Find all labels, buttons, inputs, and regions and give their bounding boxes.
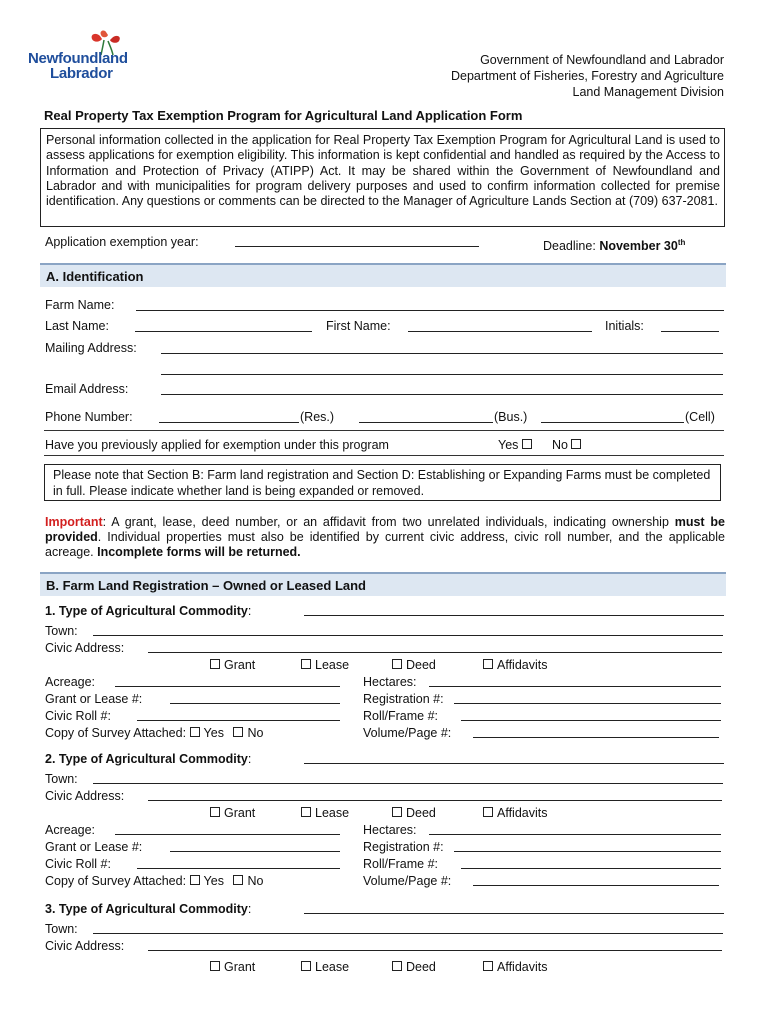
- deadline-date: November 30th: [599, 238, 686, 254]
- commodity-field[interactable]: [304, 615, 724, 616]
- grant-lease-field[interactable]: [170, 703, 340, 704]
- section-b-header: B. Farm Land Registration – Owned or Leased Land: [40, 572, 726, 596]
- grant-checkbox[interactable]: [210, 961, 220, 971]
- affidavits-checkbox[interactable]: [483, 807, 493, 817]
- application-year-label: Application exemption year:: [45, 235, 199, 249]
- lease-checkbox[interactable]: [301, 659, 311, 669]
- grant-option[interactable]: Grant: [210, 960, 255, 975]
- deadline: [543, 235, 685, 254]
- civic-address-label: Civic Address:: [45, 939, 125, 953]
- roll-frame-label: Roll/Frame #:: [363, 857, 439, 871]
- application-year-field[interactable]: [235, 246, 479, 247]
- survey-yes-checkbox[interactable]: [190, 727, 200, 737]
- commodity-heading: 2. Type of Agricultural Commodity:: [45, 752, 252, 766]
- hectares-field[interactable]: [429, 834, 721, 835]
- logo-word-labrador: Labrador: [50, 65, 113, 82]
- commodity-heading: 3. Type of Agricultural Commodity:: [45, 902, 252, 916]
- civic-roll-label: Civic Roll #:: [45, 709, 111, 723]
- logo-word-newfoundland: Newfoundland: [28, 50, 128, 67]
- town-field[interactable]: [93, 783, 723, 784]
- hectares-label: Hectares:: [363, 823, 417, 837]
- phone-number-label: Phone Number:: [45, 410, 133, 424]
- survey-no-checkbox[interactable]: [233, 875, 243, 885]
- farm-name-field[interactable]: [136, 310, 724, 311]
- grant-option[interactable]: Grant: [210, 658, 255, 673]
- mailing-address-field-2[interactable]: [161, 374, 723, 375]
- deed-checkbox[interactable]: [392, 807, 402, 817]
- civic-address-label: Civic Address:: [45, 641, 125, 655]
- hectares-field[interactable]: [429, 686, 721, 687]
- previous-application-question: Have you previously applied for exemption under this program: [45, 438, 389, 452]
- town-label: Town:: [45, 772, 78, 786]
- survey-yes-checkbox[interactable]: [190, 875, 200, 885]
- civic-address-field[interactable]: [148, 652, 722, 653]
- section-a-header: A. Identification: [40, 263, 726, 287]
- lease-checkbox[interactable]: [301, 961, 311, 971]
- survey-no-checkbox[interactable]: [233, 727, 243, 737]
- civic-roll-label: Civic Roll #:: [45, 857, 111, 871]
- phone-cell-label: (Cell): [685, 410, 715, 424]
- lease-checkbox[interactable]: [301, 807, 311, 817]
- deed-checkbox[interactable]: [392, 659, 402, 669]
- phone-bus-field[interactable]: [359, 422, 493, 423]
- survey-attached-label: Copy of Survey Attached:: [45, 726, 187, 740]
- farm-name-label: Farm Name:: [45, 298, 115, 312]
- volume-page-label: Volume/Page #:: [363, 726, 452, 740]
- town-label: Town:: [45, 922, 78, 936]
- civic-roll-field[interactable]: [137, 720, 340, 721]
- initials-label: Initials:: [605, 319, 644, 333]
- deadline-label: Deadline:: [543, 239, 596, 254]
- commodity-field[interactable]: [304, 913, 724, 914]
- affidavits-option[interactable]: Affidavits: [483, 806, 548, 821]
- acreage-field[interactable]: [115, 834, 340, 835]
- commodity-heading: 1. Type of Agricultural Commodity:: [45, 604, 252, 618]
- town-field[interactable]: [93, 933, 723, 934]
- hectares-label: Hectares:: [363, 675, 417, 689]
- grant-checkbox[interactable]: [210, 807, 220, 817]
- lease-option[interactable]: Lease: [301, 658, 349, 673]
- acreage-label: Acreage:: [45, 823, 96, 837]
- previous-yes-checkbox[interactable]: [522, 439, 532, 449]
- email-address-label: Email Address:: [45, 382, 129, 396]
- town-field[interactable]: [93, 635, 723, 636]
- section-note: Please note that Section B: Farm land registration and Section D: Establishing or Expanding Farms must be completed in full. Please indicate whether land is being expanded or removed.: [44, 464, 721, 501]
- nl-government-logo: [26, 30, 154, 80]
- town-label: Town:: [45, 624, 78, 638]
- civic-roll-field[interactable]: [137, 868, 340, 869]
- last-name-field[interactable]: [135, 331, 312, 332]
- mailing-address-label: Mailing Address:: [45, 341, 137, 355]
- grant-option[interactable]: Grant: [210, 806, 255, 821]
- important-label: Important: [45, 515, 103, 529]
- affidavits-checkbox[interactable]: [483, 659, 493, 669]
- acreage-label: Acreage:: [45, 675, 96, 689]
- survey-attached-label: Copy of Survey Attached:: [45, 874, 187, 888]
- lease-option[interactable]: Lease: [301, 960, 349, 975]
- registration-label: Registration #:: [363, 692, 444, 706]
- registration-field[interactable]: [454, 703, 721, 704]
- privacy-notice: Personal information collected in the application for Real Property Tax Exemption Program for Agricultural Land is used to assess applications for exemption eligibility. This information is kept confidential and handled as required by the Access to Information and Protection of Privacy (ATIPP) Act. It may be shared within the Government of Newfoundland and Labrador and with municipalities for program delivery purposes and used to confirm information collected for premise identification. Any questions or comments can be directed to the Manager of Agriculture Lands Section at (709) 637-2081.: [40, 128, 725, 227]
- deed-option[interactable]: Deed: [392, 658, 436, 673]
- civic-address-field[interactable]: [148, 950, 722, 951]
- grant-checkbox[interactable]: [210, 659, 220, 669]
- grant-lease-label: Grant or Lease #:: [45, 840, 143, 854]
- commodity-field[interactable]: [304, 763, 724, 764]
- registration-field[interactable]: [454, 851, 721, 852]
- previous-yes-option[interactable]: Yes: [498, 438, 536, 453]
- previous-no-checkbox[interactable]: [571, 439, 581, 449]
- divider: [44, 455, 724, 456]
- header-line-department: Department of Fisheries, Forestry and Agriculture: [450, 69, 724, 83]
- divider: [44, 430, 724, 431]
- grant-lease-field[interactable]: [170, 851, 340, 852]
- deed-option[interactable]: Deed: [392, 960, 436, 975]
- deed-option[interactable]: Deed: [392, 806, 436, 821]
- deed-checkbox[interactable]: [392, 961, 402, 971]
- volume-page-field[interactable]: [473, 885, 719, 886]
- phone-res-field[interactable]: [159, 422, 299, 423]
- affidavits-option[interactable]: Affidavits: [483, 960, 548, 975]
- civic-address-label: Civic Address:: [45, 789, 125, 803]
- acreage-field[interactable]: [115, 686, 340, 687]
- affidavits-checkbox[interactable]: [483, 961, 493, 971]
- last-name-label: Last Name:: [45, 319, 109, 333]
- previous-no-option[interactable]: No: [552, 438, 585, 453]
- volume-page-label: Volume/Page #:: [363, 874, 452, 888]
- header-line-government: Government of Newfoundland and Labrador: [480, 53, 724, 67]
- survey-attached-row: Copy of Survey Attached: Yes No: [45, 726, 264, 740]
- important-notice: Important: A grant, lease, deed number, or an affidavit from two unrelated individuals, indicating ownership must be provided. Individual properties must also be identified by current civic address, civic roll number, and the applicable acreage. Incomplete forms will be returned.: [45, 515, 725, 559]
- grant-lease-label: Grant or Lease #:: [45, 692, 143, 706]
- phone-bus-label: (Bus.): [494, 410, 528, 424]
- first-name-label: First Name:: [326, 319, 391, 333]
- volume-page-field[interactable]: [473, 737, 719, 738]
- initials-field[interactable]: [661, 331, 719, 332]
- header-line-division: Land Management Division: [572, 85, 724, 99]
- registration-label: Registration #:: [363, 840, 444, 854]
- email-address-field[interactable]: [161, 394, 723, 395]
- phone-cell-field[interactable]: [541, 422, 684, 423]
- survey-attached-row: Copy of Survey Attached: Yes No: [45, 874, 264, 888]
- roll-frame-field[interactable]: [461, 720, 721, 721]
- roll-frame-label: Roll/Frame #:: [363, 709, 439, 723]
- roll-frame-field[interactable]: [461, 868, 721, 869]
- civic-address-field[interactable]: [148, 800, 722, 801]
- phone-res-label: (Res.): [300, 410, 335, 424]
- department-header: [451, 52, 724, 100]
- affidavits-option[interactable]: Affidavits: [483, 658, 548, 673]
- lease-option[interactable]: Lease: [301, 806, 349, 821]
- form-title: Real Property Tax Exemption Program for Agricultural Land Application Form: [44, 108, 523, 123]
- mailing-address-field[interactable]: [161, 353, 723, 354]
- first-name-field[interactable]: [408, 331, 592, 332]
